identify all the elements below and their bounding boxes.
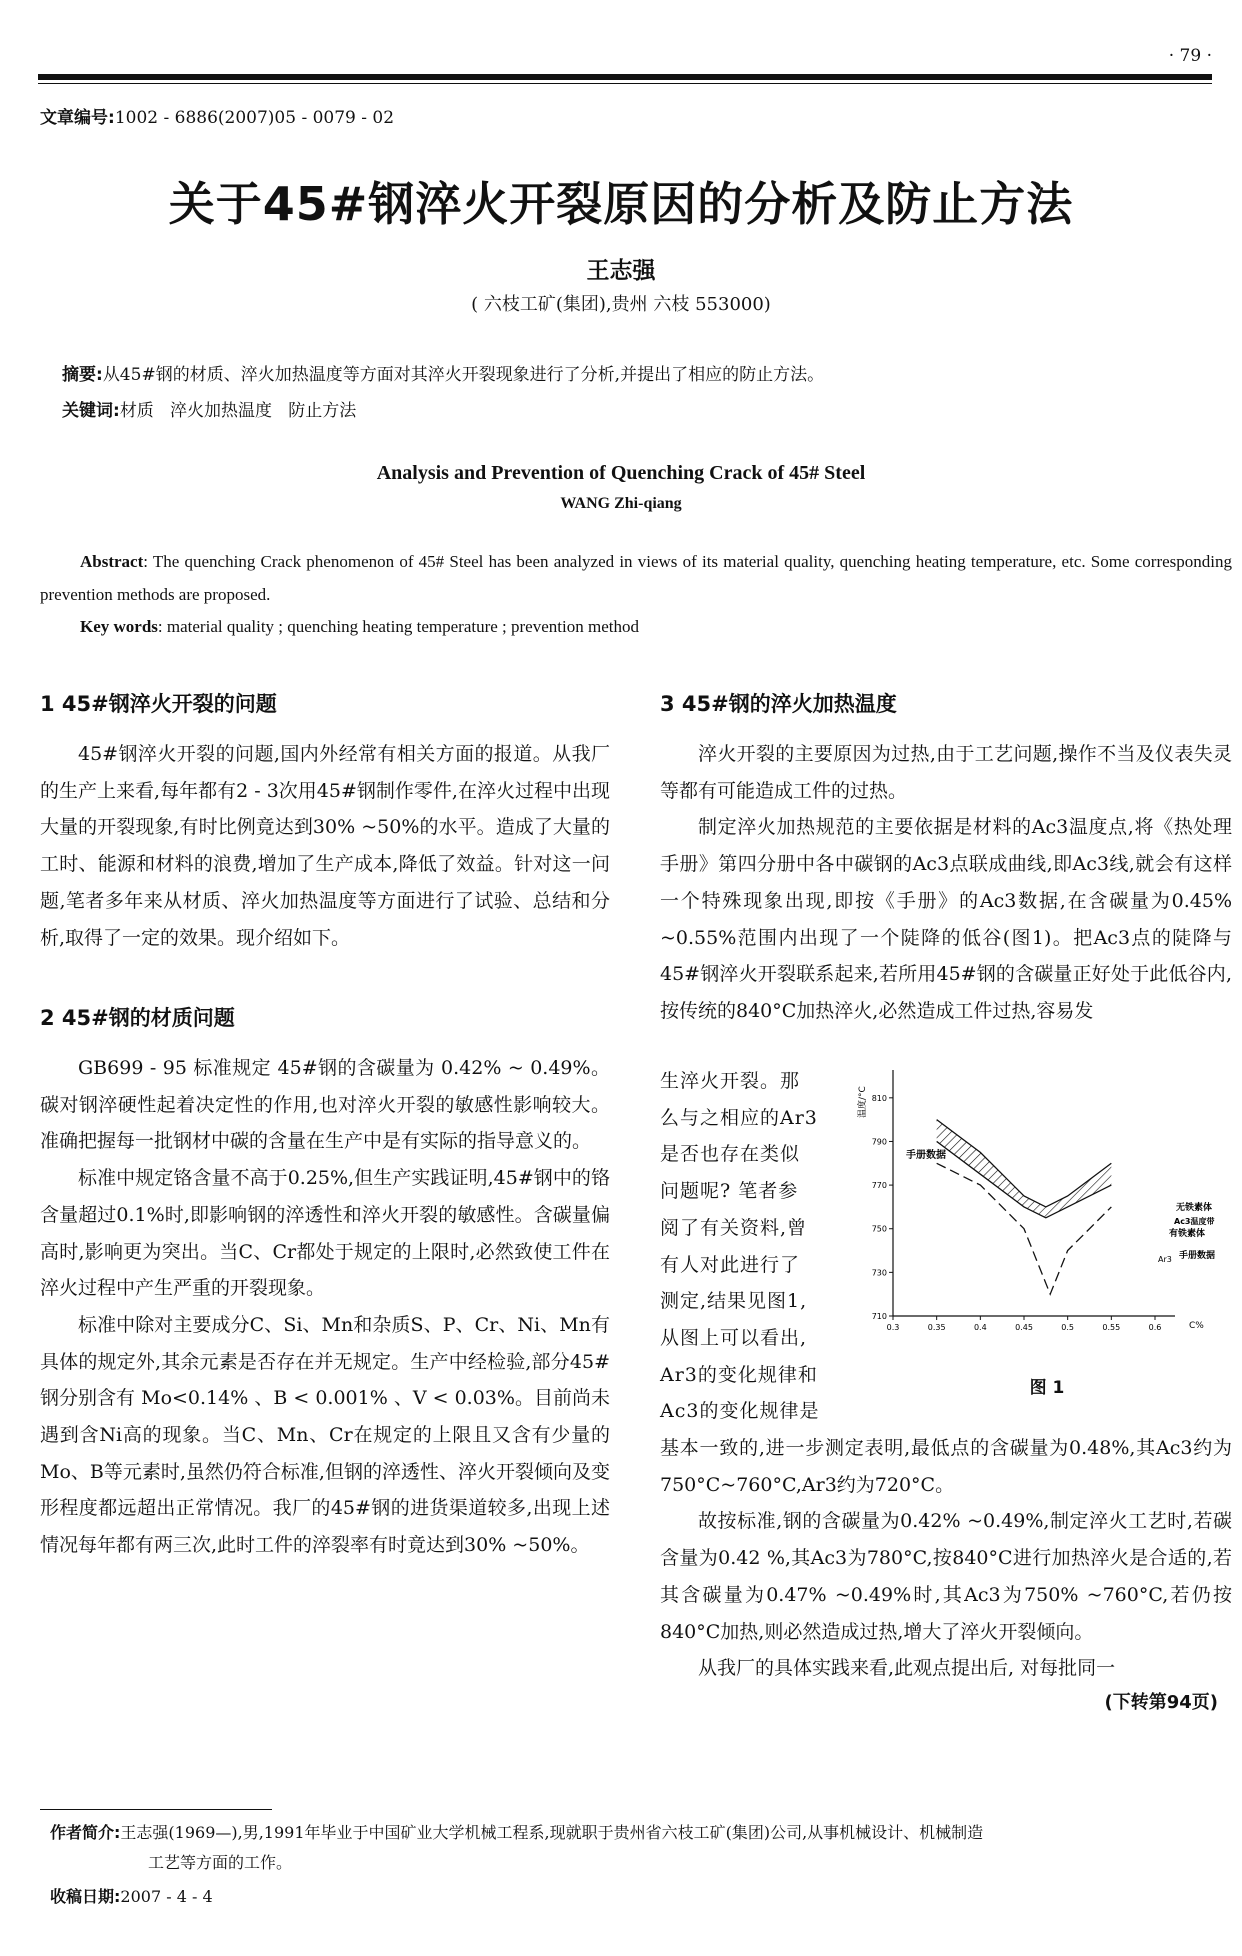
wrap-line: 测定,结果见图1, (660, 1290, 808, 1313)
wrap-line: 么与之相应的Ar3 (660, 1106, 818, 1129)
keywords-cn-label: 关键词: (62, 401, 120, 421)
section1-paragraph: 45#钢淬火开裂的问题,国内外经常有相关方面的报道。从我厂的生产上来看,每年都有2 - 3次用45#钢制作零件,在淬火过程中出现大量的开裂现象,有时比例竟达到30% ~50%的水平。造成了大量的工时、能源和材料的浪费,增加了生产成本,降低了效益。针对这一问题,笔者多年来从材质、淬火加热温度等方面进行了试验、总结和分析,取得了一定的效果。现介绍如下。 (40, 743, 610, 949)
y-tick-label: 750 (871, 1224, 887, 1234)
footnote-author-label: 作者简介: (50, 1823, 121, 1842)
abstract-cn (62, 360, 824, 385)
author-en: WANG Zhi-qiang (560, 495, 682, 512)
footnote-rule (40, 1809, 272, 1810)
footnote-author (50, 1820, 1230, 1843)
article-id (40, 103, 394, 128)
abstract-cn-text: 从45#钢的材质、淬火加热温度等方面对其淬火开裂现象进行了分析,并提出了相应的防止方法。 (102, 365, 825, 385)
figure-1-chart (855, 1058, 1239, 1368)
y-tick-label: 790 (871, 1137, 887, 1147)
keywords-cn-text: 材质 淬火加热温度 防止方法 (119, 401, 357, 421)
label-manual-ac3: 手册数据 (906, 1150, 946, 1161)
y-tick-label: 710 (871, 1312, 887, 1321)
title-en: Analysis and Prevention of Quenching Crack of 45# Steel (376, 462, 866, 484)
keywords-cn (62, 396, 356, 421)
x-unit-label: C% (1189, 1321, 1204, 1331)
abstract-en-text: : The quenching Crack phenomenon of 45# Steel has been analyzed in views of its material quality, quenching heating temperature, etc. Some corresponding prevention methods are proposed. (40, 552, 1232, 604)
section2-paragraph-2: 标准中规定铬含量不高于0.25%,但生产实践证明,45#钢中的铬含量超过0.1%时,即影响钢的淬透性和淬火开裂的敏感性。含碳量偏高时,影响更为突出。当C、Cr都处于规定的上限时,必然致使工件在淬火过程中产生严重的开裂现象。 (40, 1167, 610, 1300)
abstract-en (40, 545, 1232, 611)
continued-note: (下转第94页) (1104, 1691, 1218, 1713)
y-tick-label: 730 (871, 1268, 887, 1278)
label-with-ferrite: 有铁素体 (1169, 1229, 1206, 1239)
article-id-label: 文章编号: (40, 108, 115, 128)
y-tick-label: 810 (871, 1093, 887, 1103)
section3-body-top (660, 736, 1232, 1030)
abstract-cn-label: 摘要: (62, 365, 103, 385)
footnote-author-cont: 工艺等方面的工作。 (148, 1853, 293, 1872)
wrap-line: 生淬火开裂。那 (660, 1070, 801, 1092)
x-tick-label: 0.45 (1015, 1323, 1033, 1332)
section3-paragraph-2: 制定淬火加热规范的主要依据是材料的Ac3温度点,将《热处理手册》第四分册中各中碳钢的Ac3点联成曲线,即Ac3线,就会有这样一个特殊现象出现,即按《手册》的Ac3数据,在含碳量为0.45% ~0.55%范围内出现了一个陡降的低谷(图1)。把Ac3点的陡降与45#钢淬火开裂联系起来,若所用45#钢的含碳量正好处于此低谷内,按传统的840°C加热淬火,必然造成工件过热,容易发 (660, 816, 1232, 1022)
wrap-line: 阅了有关资料,曾 (660, 1216, 808, 1239)
keywords-en (80, 617, 639, 637)
x-tick-label: 0.55 (1102, 1323, 1121, 1332)
y-tick-label: 770 (871, 1181, 887, 1191)
wrap-line: 问题呢? 笔者参 (660, 1180, 799, 1203)
section1-body (40, 736, 610, 956)
wrap-line: Ar3的变化规律和 (660, 1363, 818, 1386)
y-axis-label: 温度/°C (858, 1086, 868, 1118)
label-ac3-band: Ac3温度带 (1174, 1217, 1215, 1226)
wrap-line: Ac3的变化规律是 (660, 1400, 820, 1423)
section3-paragraph-3: 故按标准,钢的含碳量为0.42% ~0.49%,制定淬火工艺时,若碳含量为0.42 %,其Ac3为780°C,按840°C进行加热淬火是合适的,若其含碳量为0.47% ~0.49%时,其Ac3为750% ~760°C,若仍按840°C加热,则必然造成过热,增大了淬火开裂倾向。 (660, 1510, 1232, 1643)
label-no-ferrite: 无铁素体 (1176, 1203, 1213, 1213)
keywords-en-label: Key words (80, 617, 158, 636)
section3-paragraph-1: 淬火开裂的主要原因为过热,由于工艺问题,操作不当及仪表失灵等都有可能造成工件的过热。 (660, 743, 1232, 802)
x-tick-label: 0.35 (927, 1323, 946, 1332)
figure-1 (855, 1058, 1239, 1398)
section3-body-bottom (660, 1430, 1232, 1719)
author-cn: 王志强 (586, 258, 656, 284)
wrap-line: 从图上可以看出, (660, 1326, 808, 1349)
header-rule-thick (38, 74, 1212, 80)
section2-paragraph-3: 标准中除对主要成分C、Si、Mn和杂质S、P、Cr、Ni、Mn有具体的规定外,其余元素是否存在并无规定。生产中经检验,部分45#钢分别含有 Mo<0.14% 、B < 0.001% 、V < 0.03%。目前尚未遇到含Ni高的现象。当C、Mn、Cr在规定的上限且又含有少量的Mo、B等元素时,虽然仍符合标准,但钢的淬透性、淬火开裂倾向及变形程度都远超出正常情况。我厂的45#钢的进货渠道较多,出现上述情况每年都有两三次,此时工件的淬裂率有时竟达到30% ~50%。 (40, 1313, 610, 1557)
x-tick-label: 0.6 (1148, 1323, 1162, 1332)
wrap-line: 是否也存在类似 (660, 1143, 801, 1166)
keywords-en-text: : material quality ; quenching heating temperature ; prevention method (157, 617, 639, 636)
footnote-received-value: 2007 - 4 - 4 (120, 1887, 213, 1906)
section2-paragraph-1: GB699 - 95 标准规定 45#钢的含碳量为 0.42% ~ 0.49%。碳对钢淬硬性起着决定性的作用,也对淬火开裂的敏感性影响较大。准确把握每一批钢材中碳的含量在生产中是有实际的指导意义的。 (40, 1057, 610, 1153)
section3-wrap-text (660, 1063, 850, 1430)
article-id-value: 1002 - 6886(2007)05 - 0079 - 02 (114, 108, 395, 128)
ac3-band-fill (937, 1120, 1112, 1218)
page-number: · 79 · (1168, 46, 1212, 66)
label-ar3-manual: 手册数据 (1179, 1251, 1216, 1261)
section3-paragraph-2-tail: 基本一致的,进一步测定表明,最低点的含碳量为0.48%,其Ac3约为750°C~760°C,Ar3约为720°C。 (660, 1437, 1232, 1496)
x-tick-label: 0.4 (973, 1323, 987, 1332)
section3-paragraph-4: 从我厂的具体实践来看,此观点提出后, 对每批同一 (698, 1657, 1116, 1680)
wrap-line: 有人对此进行了 (660, 1253, 801, 1276)
label-ar3: Ar3 (1158, 1255, 1172, 1264)
x-tick-label: 0.3 (886, 1323, 900, 1332)
figure-caption: 图 1 (1029, 1378, 1065, 1398)
section2-heading: 2 45#钢的材质问题 (40, 1006, 235, 1030)
section2-body (40, 1050, 610, 1564)
footnote-author-text: 王志强(1969—),男,1991年毕业于中国矿业大学机械工程系,现就职于贵州省六枝工矿(集团)公司,从事机械设计、机械制造 (120, 1823, 984, 1842)
abstract-en-label: Abstract (80, 552, 144, 571)
section3-heading: 3 45#钢的淬火加热温度 (660, 692, 897, 716)
footnote-received-label: 收稿日期: (50, 1887, 121, 1906)
header-rule-thin (38, 83, 1212, 84)
affiliation-cn: ( 六枝工矿(集团),贵州 六枝 553000) (471, 294, 771, 315)
section1-heading: 1 45#钢淬火开裂的问题 (40, 692, 277, 716)
x-tick-label: 0.5 (1061, 1323, 1075, 1332)
title-cn: 关于45#钢淬火开裂原因的分析及防止方法 (168, 177, 1074, 231)
footnote-received (50, 1884, 213, 1907)
